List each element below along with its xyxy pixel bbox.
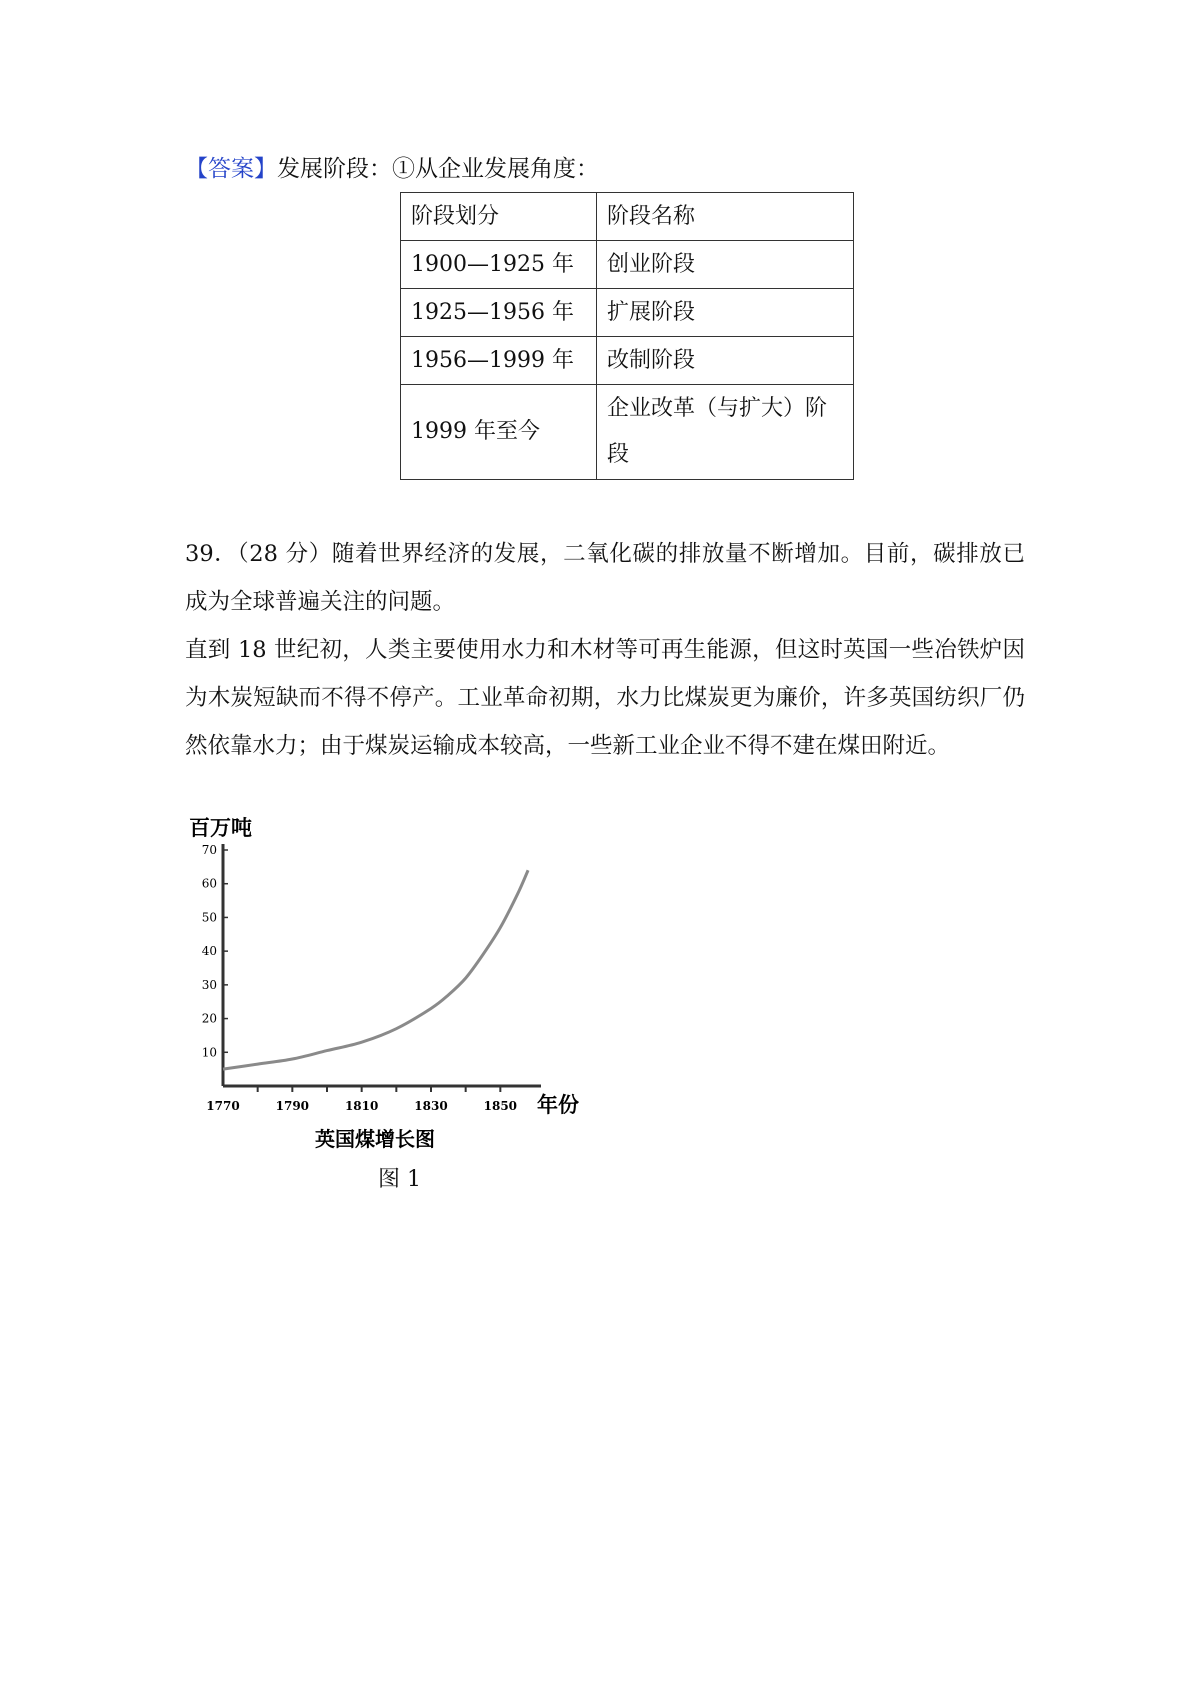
question-intro: 随着世界经济的发展，二氧化碳的排放量不断增加。目前，碳排放已成为全球普遍关注的问题。 <box>185 541 1025 615</box>
table-row <box>401 289 854 337</box>
table-cell: 改制阶段 <box>597 337 854 385</box>
x-tick-label: 1810 <box>344 1099 379 1113</box>
material-paragraph: 直到 18 世纪初，人类主要使用水力和木材等可再生能源，但这时英国一些冶铁炉因为木炭短缺而不得不停产。工业革命初期，水力比煤炭更为廉价，许多英国纺织厂仍然依靠水力；由于煤炭运输成本较高，一些新工业企业不得不建在煤田附近。 <box>185 637 1025 759</box>
series-line <box>223 870 528 1069</box>
y-tick-label: 50 <box>201 910 217 925</box>
question-number: 39． <box>185 541 238 567</box>
y-tick-label: 20 <box>201 1011 217 1026</box>
answer-text: 发展阶段：①从企业发展角度： <box>277 156 599 182</box>
chart-svg <box>185 805 595 1160</box>
y-axis-label: 百万吨 <box>189 816 252 840</box>
table-row <box>401 241 854 289</box>
table-row <box>401 385 854 480</box>
table-cell: 1900—1925 年 <box>401 241 597 289</box>
table-row <box>401 337 854 385</box>
x-tick-label: 1850 <box>483 1099 518 1113</box>
table-header-cell: 阶段名称 <box>597 193 854 241</box>
table-cell: 创业阶段 <box>597 241 854 289</box>
x-tick-label: 1830 <box>414 1099 448 1113</box>
table-cell: 1956—1999 年 <box>401 337 597 385</box>
table-cell: 扩展阶段 <box>597 289 854 337</box>
y-tick-label: 40 <box>201 944 217 959</box>
answer-line <box>185 153 599 185</box>
table-header-cell: 阶段划分 <box>401 193 597 241</box>
y-tick-label: 10 <box>201 1045 217 1060</box>
table-cell: 1925—1956 年 <box>401 289 597 337</box>
x-tick-label: 1790 <box>275 1099 310 1113</box>
stages-table <box>400 192 854 480</box>
figure-caption: 图 1 <box>378 1167 421 1192</box>
coal-growth-chart <box>185 805 595 1160</box>
y-tick-label: 70 <box>201 843 217 857</box>
table-cell: 1999 年至今 <box>401 385 597 480</box>
y-tick-label: 60 <box>201 876 217 891</box>
question-points: （28 分） <box>237 541 332 567</box>
table-header-row <box>401 193 854 241</box>
x-axis-label: 年份 <box>537 1093 579 1117</box>
question-paragraph <box>185 530 1025 626</box>
x-tick-label: 1770 <box>206 1099 240 1113</box>
chart-title: 英国煤增长图 <box>315 1127 435 1151</box>
y-tick-label: 30 <box>201 977 217 992</box>
table-cell: 企业改革（与扩大）阶段 <box>597 385 854 480</box>
answer-tag: 【答案】 <box>185 156 277 182</box>
